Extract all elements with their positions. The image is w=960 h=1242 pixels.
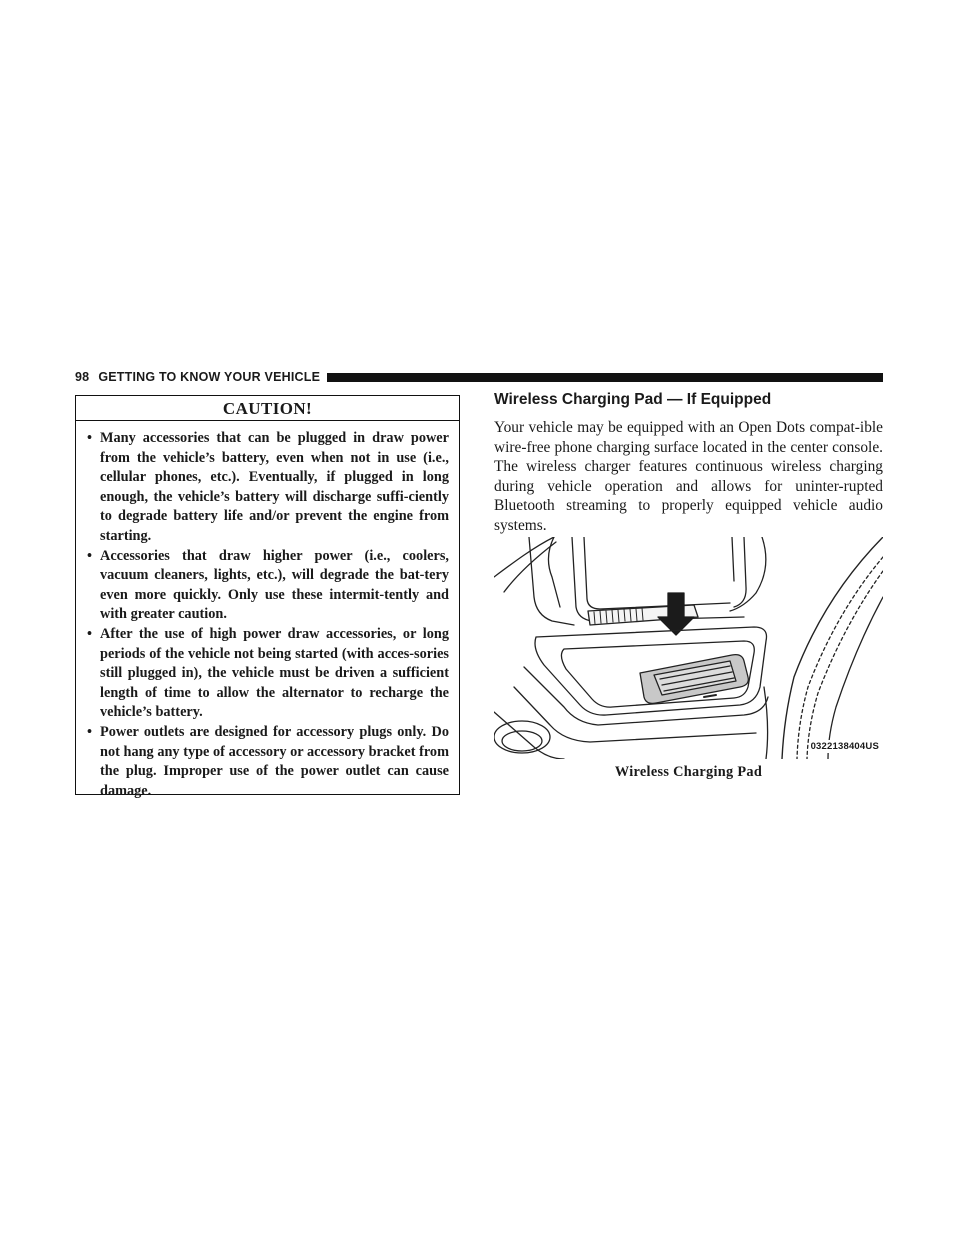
caution-item xyxy=(86,429,449,547)
charging-pad xyxy=(640,655,748,704)
figure-code: 0322138404US xyxy=(810,741,879,752)
console-illustration xyxy=(494,537,883,759)
caution-title: CAUTION! xyxy=(76,396,459,421)
page-number: 98 xyxy=(75,370,90,384)
caution-item-text: Power outlets are designed for accessory plugs only. Do not hang any type of accessory or accessory bracket from the plug. Improper use of the power outlet can cause damage. xyxy=(100,723,449,799)
page-header xyxy=(75,368,883,386)
wireless-charging-figure xyxy=(494,537,883,759)
caution-item xyxy=(86,547,449,625)
header-rule xyxy=(327,373,883,382)
wireless-heading: Wireless Charging Pad — If Equipped xyxy=(494,391,772,408)
bullet-icon: • xyxy=(87,430,93,446)
caution-item xyxy=(86,723,449,801)
bullet-icon: • xyxy=(87,547,93,564)
bullet-icon: • xyxy=(87,625,93,642)
bullet-icon: • xyxy=(87,723,93,740)
caution-box xyxy=(75,395,460,799)
figure-caption: Wireless Charging Pad xyxy=(614,764,763,780)
caution-item-text: Many accessories that can be plugged in draw power from the vehicle’s battery, even when not in use (i.e., cellular phones, etc.). Eventually, if plugged in long enough, the vehicle’s battery will discharge suffi-ciently to degrade battery life and/or prevent the engine from starting. xyxy=(100,430,449,544)
caution-item xyxy=(86,625,449,723)
caution-item-text: Accessories that draw higher power (i.e., coolers, vacuum cleaners, lights, etc.), will degrade the bat-tery even more quickly. Only use these intermit-tently and with greater caution. xyxy=(100,547,449,623)
wireless-body: Your vehicle may be equipped with an Open Dots compat-ible wire-free phone charging surface located in the center console. The wireless charger features continuous wireless charging during vehicle operation and allows for uninter-rupted Bluetooth streaming to properly equipped vehicle audio systems. xyxy=(494,419,883,534)
section-title: GETTING TO KNOW YOUR VEHICLE xyxy=(98,370,321,384)
caution-item-text: After the use of high power draw accessories, or long periods of the vehicle not being started (with acces-sories still plugged in), the vehicle must be driven a sufficient length of time to allow the alternator to recharge the vehicle’s battery. xyxy=(100,625,449,721)
caution-list xyxy=(76,421,459,801)
